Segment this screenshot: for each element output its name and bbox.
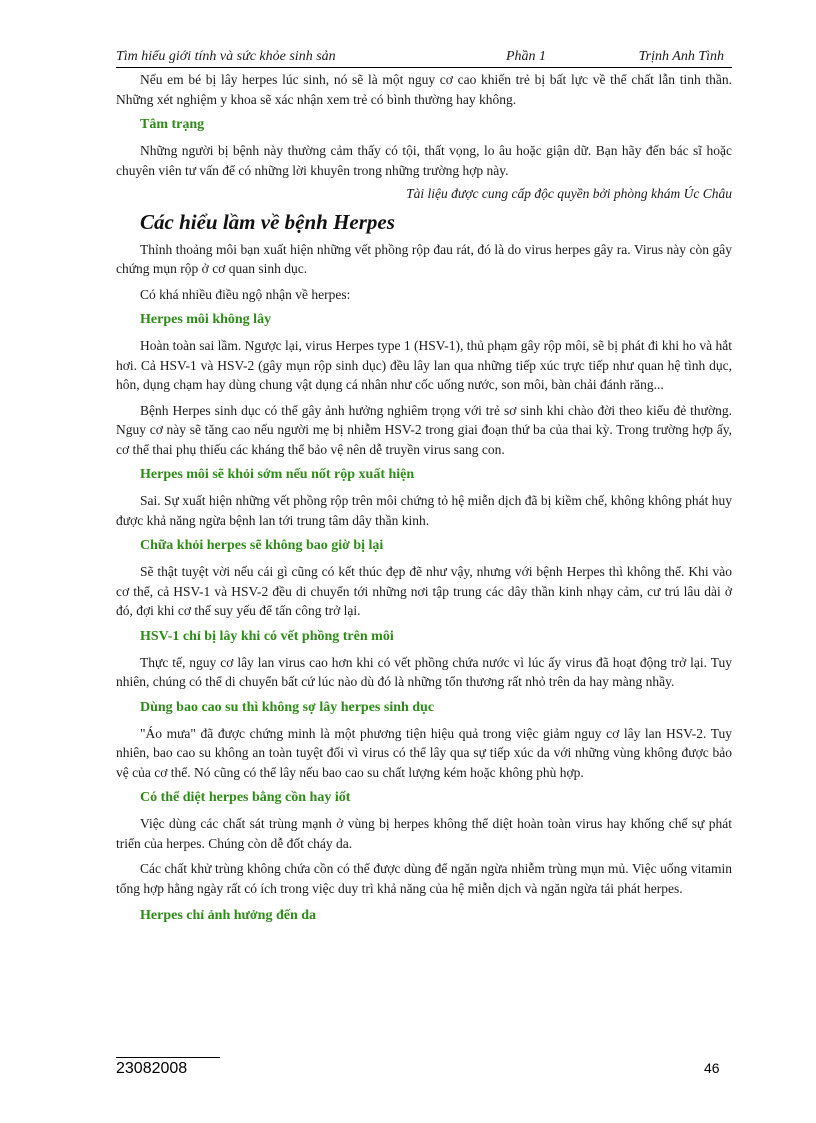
myth-heading: Chữa khỏi herpes sẽ không bao giờ bị lại [140, 538, 384, 553]
myth-heading: Có thể diệt herpes bằng cồn hay iốt [140, 790, 351, 805]
page-header [116, 47, 732, 68]
footer-date: 23082008 [116, 1060, 188, 1077]
page-content [116, 70, 732, 926]
myth-paragraph: Sai. Sự xuất hiện những vết phồng rộp trên môi chứng tỏ hệ miễn dịch đã bị kiềm chế, không không phát huy được khả năng ngừa bệnh lan tới trung tâm dây thần kinh. [116, 493, 732, 528]
source-credit: Tài liệu được cung cấp độc quyền bởi phòng khám Úc Châu [406, 186, 732, 201]
section-lead-paragraph: Có khá nhiều điều ngộ nhận về herpes: [140, 286, 351, 302]
page-number: 46 [704, 1060, 720, 1076]
header-title: Tìm hiểu giới tính và sức khỏe sinh sản [116, 49, 336, 64]
myth-heading: Herpes môi không lây [140, 312, 272, 327]
myth-paragraph: "Áo mưa" đã được chứng minh là một phương tiện hiệu quả trong việc giảm nguy cơ lây lan HSV-2. Tuy nhiên, bao cao su không an toàn tuyệt đối vì virus có thể lây qua sự tiếp xúc da với những vùng không được bảo vệ của cơ thể. Nó cũng có thể lây nếu bao cao su chất lượng kém hoặc không phù hợp. [116, 725, 732, 780]
intro-paragraph: Nếu em bé bị lây herpes lúc sinh, nó sẽ là một nguy cơ cao khiến trẻ bị bất lực về thể chất lẫn tinh thần. Những xét nghiệm y khoa sẽ xác nhận xem trẻ có bình thường hay không. [116, 72, 732, 107]
myth-paragraph: Bệnh Herpes sinh dục có thể gây ảnh hưởng nghiêm trọng với trẻ sơ sinh khi chào đời theo kiểu đẻ thường. Nguy cơ này sẽ tăng cao nếu người mẹ bị nhiễm HSV-2 trong giai đoạn thứ ba của thai kỳ. Trong trường hợp ấy, cơ thể thai phụ thiếu các kháng thể bảo vệ nên dễ truyền virus sang con. [116, 402, 732, 457]
header-author: Trịnh Anh Tình [638, 49, 724, 64]
footer-rule [116, 1057, 220, 1058]
myth-paragraph: Việc dùng các chất sát trùng mạnh ở vùng bị herpes không thể diệt hoàn toàn virus hay khống chế sự phát triển của herpes. Chúng còn dễ đốt cháy da. [116, 816, 732, 851]
section-title: Các hiểu lầm về bệnh Herpes [140, 209, 395, 234]
myth-paragraph: Sẽ thật tuyệt vời nếu cái gì cũng có kết thúc đẹp đẽ như vậy, nhưng với bệnh Herpes thì không thể. Khi vào cơ thể, cả HSV-1 và HSV-2 đều di chuyển tới những nơi tập trung các dây thần kinh nhạy cảm, cư trú lâu dài ở đó, đợi khi cơ thể suy yếu để tấn công trở lại. [116, 564, 732, 618]
mood-heading: Tâm trạng [140, 117, 205, 132]
myth-paragraph: Thực tế, nguy cơ lây lan virus cao hơn khi có vết phồng chứa nước vì lúc ấy virus đã hoạt động trở lại. Tuy nhiên, chúng có thể di chuyển bất cứ lúc nào dù đó là những tổn thương rất nhỏ trên da hay màng nhầy. [116, 654, 732, 689]
myth-heading: Herpes môi sẽ khỏi sớm nếu nốt rộp xuất hiện [140, 467, 415, 482]
myth-paragraph: Các chất khử trùng không chứa cồn có thể được dùng để ngăn ngừa nhiễm trùng mụn mủ. Việc uống vitamin tổng hợp hằng ngày rất có ích trong việc duy trì khả năng của hệ miễn dịch và ngăn ngừa tái phát herpes. [116, 861, 732, 896]
section-intro-paragraph: Thỉnh thoảng môi bạn xuất hiện những vết phồng rộp đau rát, đó là do virus herpes gây ra. Virus này còn gây chứng mụn rộp ở cơ quan sinh dục. [116, 241, 732, 276]
myth-heading: HSV-1 chỉ bị lây khi có vết phồng trên môi [140, 628, 394, 644]
header-part: Phần 1 [506, 49, 547, 64]
mood-paragraph: Những người bị bệnh này thường cảm thấy có tội, thất vọng, lo âu hoặc giận dữ. Bạn hãy đến bác sĩ hoặc chuyên viên tư vấn để có những lời khuyên trong những trường hợp này. [116, 143, 732, 178]
myth-heading: Dùng bao cao su thì không sợ lây herpes sinh dục [140, 699, 435, 715]
myth-heading: Herpes chỉ ảnh hưởng đến da [140, 908, 317, 923]
myth-paragraph: Hoàn toàn sai lầm. Ngược lại, virus Herpes type 1 (HSV-1), thủ phạm gây rộp môi, sẽ bị phát đi khi ho và hắt hơi. Cả HSV-1 và HSV-2 (gây mụn rộp sinh dục) đều lây lan qua những tiếp xúc trực tiếp như quan hệ tình dục, hôn, dụng chạm hay dùng chung vật dụng cá nhân như cốc uống nước, son môi, bàn chải đánh răng... [116, 338, 732, 392]
